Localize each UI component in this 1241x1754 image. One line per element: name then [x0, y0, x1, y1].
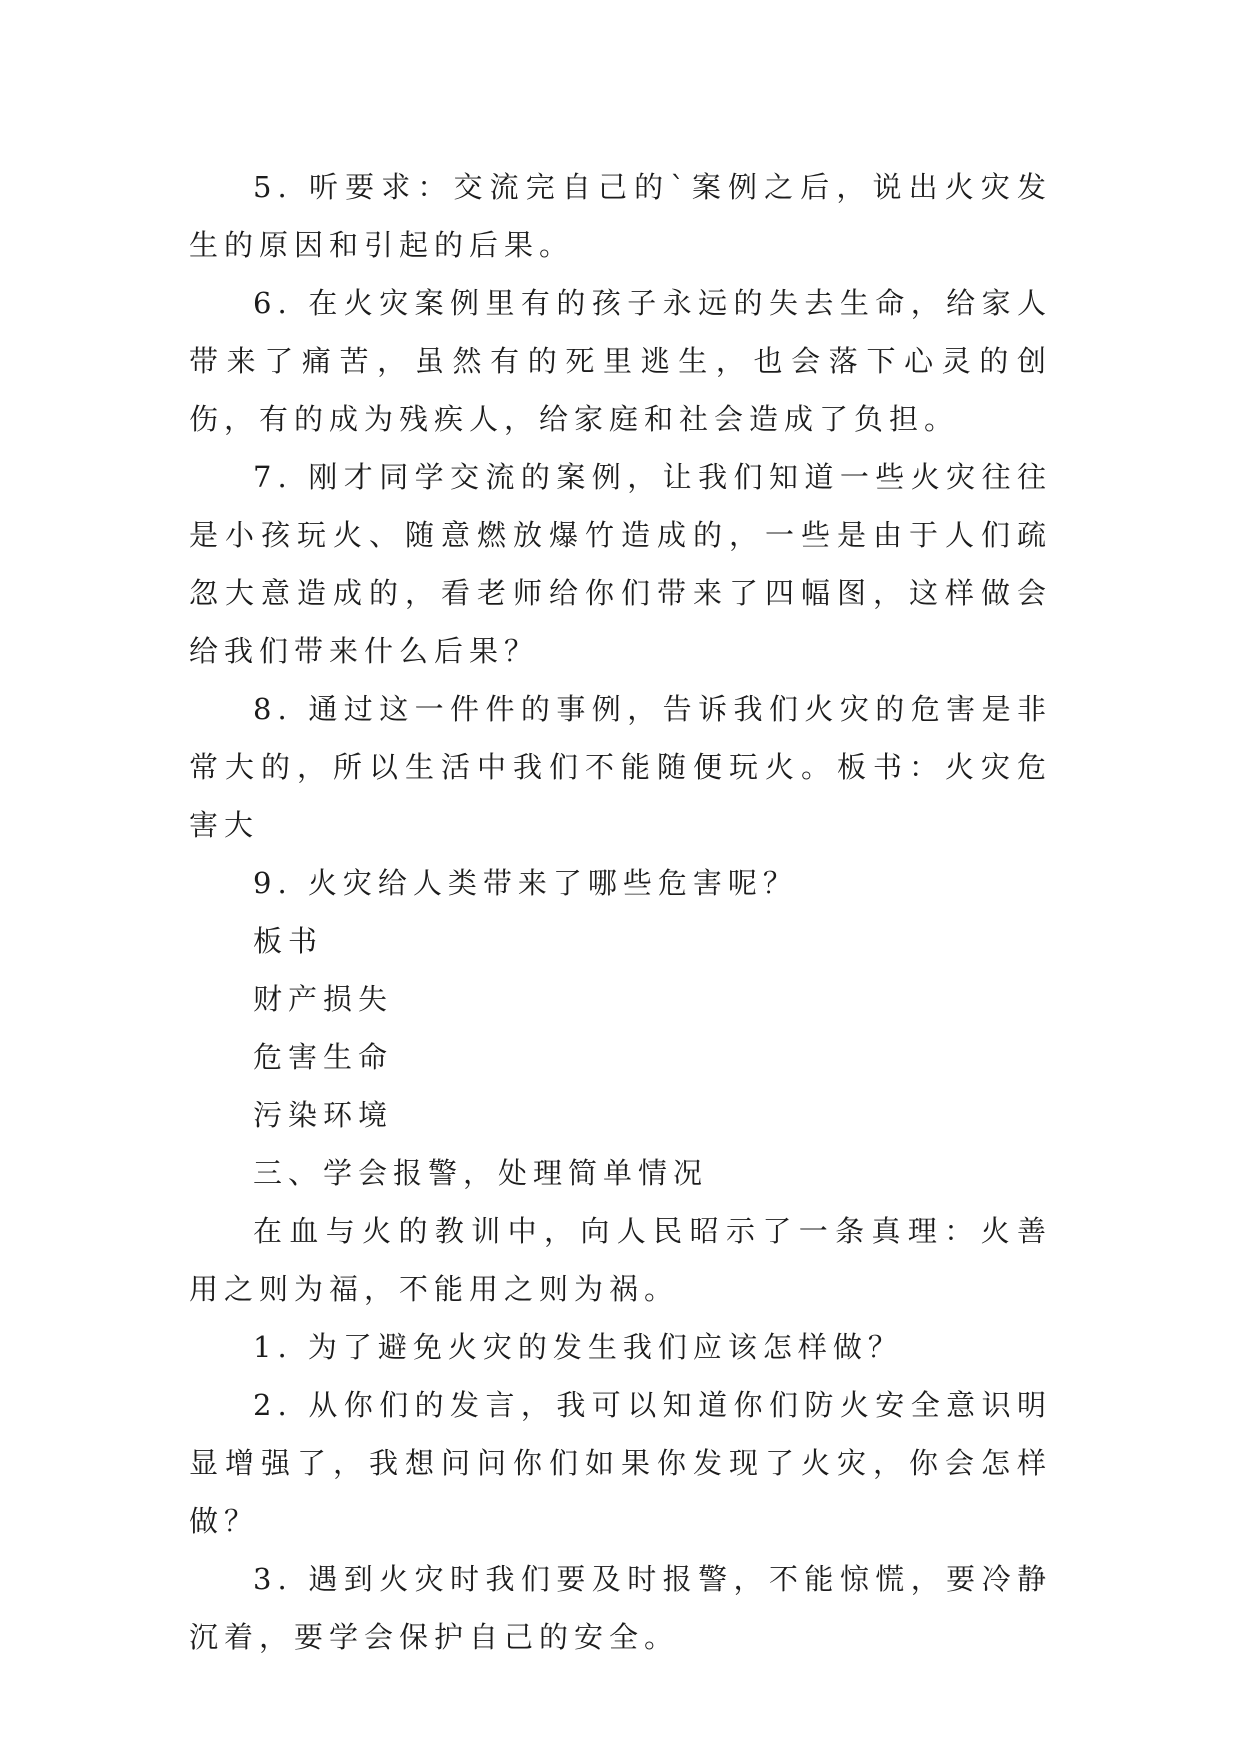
document-body: [189, 158, 1052, 1666]
section-heading-three: 三、学会报警，处理简单情况: [253, 1156, 709, 1190]
paragraph-question-2: 2. 从你们的发言，我可以知道你们防火安全意识明显增强了，我想问问你们如果你发现了火灾，你会怎样做？: [189, 1388, 1052, 1538]
paragraph-truth: 在血与火的教训中，向人民昭示了一条真理：火善用之则为福，不能用之则为祸。: [189, 1214, 1052, 1306]
blackboard-item-endanger-life: 危害生命: [253, 1040, 394, 1074]
paragraph-step-5: 5. 听要求：交流完自己的`案例之后，说出火灾发生的原因和引起的后果。: [189, 170, 1052, 262]
paragraph-step-9: 9. 火灾给人类带来了哪些危害呢？: [253, 866, 798, 900]
paragraph-question-3: 3. 遇到火灾时我们要及时报警，不能惊慌，要冷静沉着，要学会保护自己的安全。: [189, 1562, 1052, 1654]
paragraph-step-8: 8. 通过这一件件的事例，告诉我们火灾的危害是非常大的，所以生活中我们不能随便玩火。板书：火灾危害大: [189, 692, 1052, 842]
paragraph-question-1: 1. 为了避免火灾的发生我们应该怎样做？: [253, 1330, 903, 1364]
blackboard-item-property-loss: 财产损失: [253, 982, 394, 1016]
paragraph-step-6: 6. 在火灾案例里有的孩子永远的失去生命，给家人带来了痛苦，虽然有的死里逃生，也会落下心灵的创伤，有的成为残疾人，给家庭和社会造成了负担。: [189, 286, 1052, 436]
blackboard-item-pollution: 污染环境: [253, 1098, 394, 1132]
paragraph-step-7: 7. 刚才同学交流的案例，让我们知道一些火灾往往是小孩玩火、随意燃放爆竹造成的，一些是由于人们疏忽大意造成的，看老师给你们带来了四幅图，这样做会给我们带来什么后果？: [189, 460, 1052, 668]
blackboard-heading: 板书: [253, 924, 324, 958]
